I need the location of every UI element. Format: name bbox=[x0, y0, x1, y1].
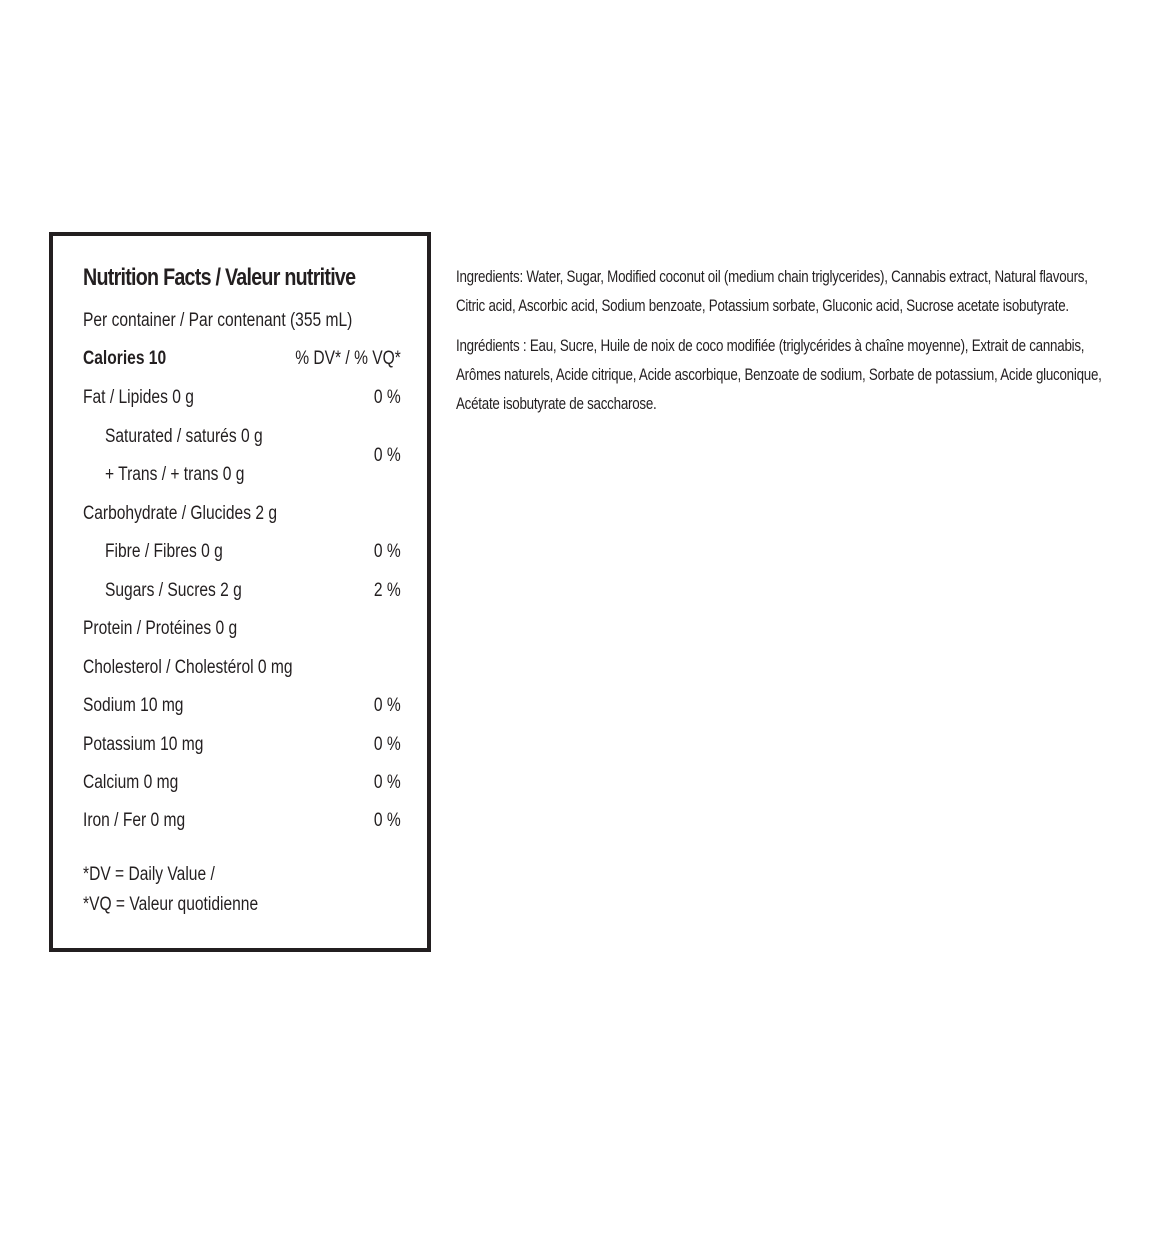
nutrient-label: Protein / Protéines 0 g bbox=[83, 618, 238, 639]
nutrient-label: + Trans / + trans 0 g bbox=[105, 464, 245, 485]
nutrient-row-carbohydrate bbox=[83, 503, 401, 527]
nutrient-label: Calcium 0 mg bbox=[83, 772, 179, 793]
ingredients-english-line: Ingredients: Water, Sugar, Modified coconut oil (medium chain triglycerides), Cannabis extract, Natural flavours, bbox=[456, 268, 1088, 286]
nutrient-dv: 0 % bbox=[374, 387, 401, 408]
nutrient-label: Fat / Lipides 0 g bbox=[83, 387, 194, 408]
nutrient-label: Sugars / Sucres 2 g bbox=[105, 580, 242, 601]
nutrient-label: Fibre / Fibres 0 g bbox=[105, 541, 223, 562]
nutrient-row-fat bbox=[83, 387, 401, 411]
nutrient-row-protein bbox=[83, 618, 401, 642]
nutrient-row-trans bbox=[83, 464, 401, 488]
nutrient-row-sugars bbox=[83, 580, 401, 604]
calories-label: Calories 10 bbox=[83, 348, 167, 369]
footnote-vq: *VQ = Valeur quotidienne bbox=[83, 894, 259, 915]
nutrient-row-fibre bbox=[83, 541, 401, 565]
ingredients-english bbox=[456, 263, 1096, 321]
ingredients-section bbox=[456, 263, 1156, 430]
nutrient-row-saturated bbox=[83, 426, 401, 450]
nutrient-row-iron bbox=[83, 810, 401, 834]
nutrient-row-sodium bbox=[83, 695, 401, 719]
nutrient-row-cholesterol bbox=[83, 657, 401, 681]
ingredients-english-line: Citric acid, Ascorbic acid, Sodium benzoate, Potassium sorbate, Gluconic acid, Sucrose acetate isobutyrate. bbox=[456, 297, 1069, 315]
footnote-dv: *DV = Daily Value / bbox=[83, 864, 215, 885]
daily-value-header: % DV* / % VQ* bbox=[295, 348, 401, 369]
nutrient-label: Potassium 10 mg bbox=[83, 734, 204, 755]
calories-row bbox=[83, 348, 401, 372]
ingredients-french-line: Ingrédients : Eau, Sucre, Huile de noix de coco modifiée (triglycérides à chaîne moyenne), Extrait de cannabis, bbox=[456, 337, 1085, 355]
nutrient-dv: 0 % bbox=[374, 541, 401, 562]
ingredients-french bbox=[456, 332, 1102, 419]
nutrient-label: Sodium 10 mg bbox=[83, 695, 184, 716]
nutrient-row-calcium bbox=[83, 772, 401, 796]
nutrient-label: Cholesterol / Cholestérol 0 mg bbox=[83, 657, 293, 678]
nutrient-dv: 2 % bbox=[374, 580, 401, 601]
nutrition-facts-panel bbox=[49, 232, 431, 952]
nutrient-dv: 0 % bbox=[374, 695, 401, 716]
nutrient-dv: 0 % bbox=[374, 810, 401, 831]
serving-size: Per container / Par contenant (355 mL) bbox=[83, 310, 353, 331]
nutrient-dv: 0 % bbox=[374, 772, 401, 793]
ingredients-french-line: Arômes naturels, Acide citrique, Acide ascorbique, Benzoate de sodium, Sorbate de potassium, Acide gluconique, bbox=[456, 366, 1102, 384]
nutrient-label: Carbohydrate / Glucides 2 g bbox=[83, 503, 277, 524]
nutrient-label: Iron / Fer 0 mg bbox=[83, 810, 186, 831]
nutrient-dv: 0 % bbox=[374, 734, 401, 755]
saturated-trans-dv: 0 % bbox=[374, 445, 401, 466]
nutrient-label: Saturated / saturés 0 g bbox=[105, 426, 263, 447]
nutrition-facts-title: Nutrition Facts / Valeur nutritive bbox=[83, 264, 356, 291]
nutrient-row-potassium bbox=[83, 734, 401, 758]
ingredients-french-line: Acétate isobutyrate de saccharose. bbox=[456, 395, 657, 413]
